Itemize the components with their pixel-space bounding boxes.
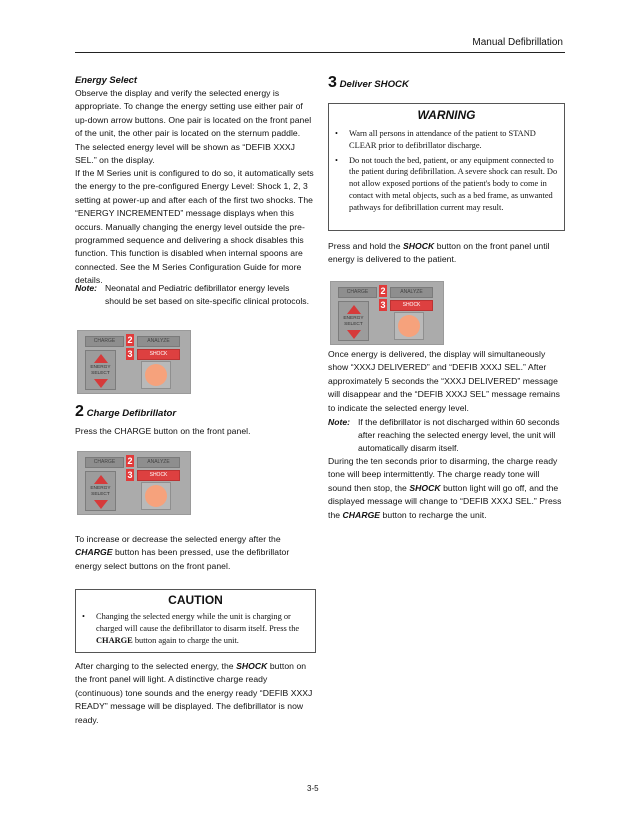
caution-item — [76, 611, 315, 646]
up-arrow-icon — [94, 475, 108, 484]
press-hold-para — [328, 240, 564, 267]
caution-box — [75, 589, 316, 653]
energy-select-label — [86, 486, 115, 498]
energy-select-para2: If the M Series unit is configured to do so, it automatically sets the energy to the pre-configured Energy Level: Shock 1, 2, 3 setting at power-up and after each of the first two shocks. The “ENERGY INCREMENTED” message displays when this occurs. Manually changing the energy level outside the pre-programmed sequence and delivering a shock disables this function. This function is disabled when internal spoons are connected. See the M Series Configuration Guide for more details. — [75, 168, 314, 286]
analyze-button: ANALYZE — [390, 287, 433, 298]
bold-text: CHARGE — [96, 635, 133, 645]
deliver-shock-heading-text: Deliver SHOCK — [339, 79, 409, 90]
energy-label-line1: ENERGY — [90, 365, 111, 370]
note-label: Note: — [328, 417, 350, 427]
bold-text: CHARGE — [342, 509, 381, 520]
delivered-para: Once energy is delivered, the display will simultaneously show “XXXJ DELIVERED” and “DEFIB XXXJ SEL.” After approximately 5 seconds the “XXXJ DELIVERED” message will disappear and the “DEFIB XXXJ SEL” message remains to indicate the selected energy level. — [328, 349, 561, 413]
step-3-marker: 3 — [127, 349, 133, 359]
note-text: Neonatal and Pediatric defibrillator energy levels should be set based on site-specific clinical protocols. — [105, 283, 309, 306]
charge-heading-text: Charge Defibrillator — [86, 408, 177, 419]
charge-para1: Press the CHARGE button on the front panel. — [75, 426, 251, 436]
charge-button: CHARGE — [338, 287, 377, 298]
charge-heading — [75, 403, 176, 421]
caution-title: CAUTION — [168, 593, 223, 607]
up-arrow-icon — [94, 354, 108, 363]
page-header-title: Manual Defibrillation — [472, 37, 563, 48]
warning-box — [328, 103, 565, 231]
energy-select-label — [339, 316, 368, 328]
down-arrow-icon — [347, 330, 361, 339]
step-number: 2 — [75, 403, 84, 420]
bold-text: CHARGE — [75, 547, 113, 558]
down-arrow-icon — [94, 500, 108, 509]
energy-label-line1: ENERGY — [343, 316, 364, 321]
shock-label: SHOCK — [137, 349, 180, 360]
text: button to recharge the unit. — [380, 509, 487, 520]
final-para — [328, 455, 564, 522]
warning-item: • Warn all persons in attendance of the patient to STAND CLEAR prior to defibrillator discharge. — [329, 128, 564, 152]
bold-text: SHOCK — [403, 241, 435, 251]
text: button again to charge the unit. — [132, 635, 239, 645]
charge-button: CHARGE — [85, 457, 124, 468]
step-3-marker: 3 — [380, 300, 386, 310]
front-panel-illustration — [77, 451, 191, 515]
bold-text: SHOCK — [409, 482, 441, 493]
header-rule — [75, 52, 565, 53]
energy-select-buttons — [85, 471, 116, 511]
deliver-shock-heading — [328, 74, 409, 92]
energy-label-line2: SELECT — [91, 492, 110, 497]
step-2-marker: 2 — [127, 335, 133, 345]
shock-button — [141, 361, 171, 389]
note-text: If the defibrillator is not discharged within 60 seconds after reaching the selected energy level, the unit will automatically disarm itself. — [358, 417, 560, 453]
energy-select-para1: Observe the display and verify the selected energy is appropriate. To change the energy setting use either pair of up-down arrow buttons. One pair is located on the front panel of the unit, the other pair is located on the sternum paddle. The selected energy level will be shown as “DEFIB XXXJ SEL.” on the display. — [75, 88, 312, 166]
step-2-marker: 2 — [380, 286, 386, 296]
charge-para2 — [75, 533, 315, 573]
disarm-note — [328, 416, 564, 453]
text: button on the front panel will light. A distinctive charge ready (continuous) tone sounds and the energy ready “DEFIB XXXJ READY” message will be displayed. The defibrillator is now ready. — [75, 661, 313, 725]
text: During the ten seconds prior to disarming, the charge ready tone will beep intermittently. The charge ready tone will sound then stop, the — [328, 456, 558, 493]
step-number: 3 — [328, 74, 337, 91]
energy-select-heading: Energy Select — [75, 74, 138, 85]
energy-select-label — [86, 365, 115, 377]
warning-item: • Do not touch the bed, patient, or any equipment connected to the patient during defibrillation. A severe shock can result. Do not allow exposed portions of the patient's body to come in contact with metal objects, such as a bed frame, as unwanted pathways for defibrillation current may result. — [329, 155, 564, 214]
text: Press and hold the — [328, 241, 403, 251]
shock-label: SHOCK — [390, 300, 433, 311]
front-panel-illustration — [77, 330, 191, 394]
shock-button-circle-icon — [398, 315, 420, 337]
energy-select-buttons — [338, 301, 369, 341]
shock-button-circle-icon — [145, 364, 167, 386]
analyze-button: ANALYZE — [137, 336, 180, 347]
energy-label-line2: SELECT — [91, 371, 110, 376]
shock-label: SHOCK — [137, 470, 180, 481]
bold-text: SHOCK — [236, 661, 268, 671]
text: After charging to the selected energy, the — [75, 661, 237, 671]
warning-title: WARNING — [417, 108, 476, 122]
shock-button — [394, 312, 424, 340]
warning-list — [329, 128, 564, 214]
energy-select-buttons — [85, 350, 116, 390]
text: To increase or decrease the selected energy after the — [75, 534, 281, 544]
step-2-marker: 2 — [127, 456, 133, 466]
after-charge-para — [75, 660, 315, 727]
energy-label-line1: ENERGY — [90, 486, 111, 491]
energy-label-line2: SELECT — [344, 322, 363, 327]
caution-list — [76, 611, 315, 646]
step-3-marker: 3 — [127, 470, 133, 480]
text: button on the front panel until energy is delivered to the patient. — [328, 241, 550, 265]
text: Changing the selected energy while the unit is charging or charged will cause the defibrillator to disarm itself. Press the — [96, 612, 300, 633]
front-panel-illustration — [330, 281, 444, 345]
down-arrow-icon — [94, 379, 108, 388]
charge-button: CHARGE — [85, 336, 124, 347]
text: button has been pressed, use the defibrillator energy select buttons on the front panel. — [75, 547, 290, 571]
up-arrow-icon — [347, 305, 361, 314]
shock-button — [141, 482, 171, 510]
text: button light will go off, and the displayed message will change to “DEFIB XXXJ SEL.” Press the — [328, 482, 562, 520]
analyze-button: ANALYZE — [137, 457, 180, 468]
note-label: Note: — [75, 283, 97, 293]
page-number: 3-5 — [307, 784, 319, 793]
shock-button-circle-icon — [145, 485, 167, 507]
energy-select-note — [75, 282, 315, 306]
